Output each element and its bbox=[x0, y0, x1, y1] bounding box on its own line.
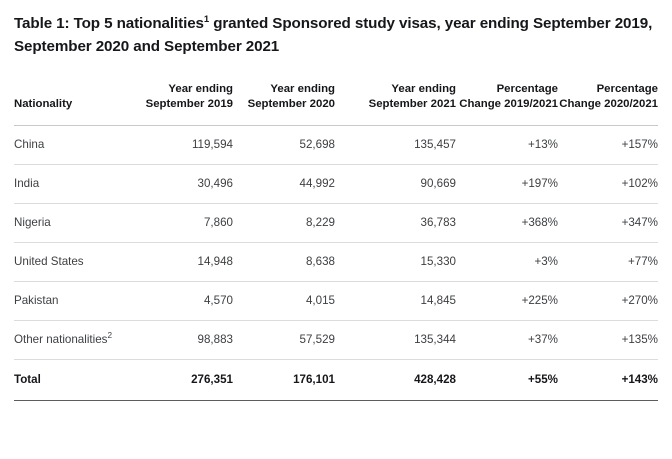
cell-year_ending_2019: 98,883 bbox=[130, 321, 233, 360]
row-label: Nigeria bbox=[14, 216, 51, 229]
page-title-footnote-marker: 1 bbox=[203, 13, 210, 25]
column-header-nationality: Nationality bbox=[14, 82, 130, 126]
cell-pct_change_2019_2021: +368% bbox=[456, 204, 558, 243]
cell-year_ending_2019: 7,860 bbox=[130, 204, 233, 243]
cell-nationality bbox=[14, 360, 130, 401]
row-label: Other nationalities bbox=[14, 333, 108, 346]
cell-nationality bbox=[14, 165, 130, 204]
nationalities-table bbox=[14, 82, 658, 401]
column-header-year-ending-2020: Year ending September 2020 bbox=[233, 82, 335, 126]
table-row bbox=[14, 126, 658, 165]
cell-year_ending_2020: 44,992 bbox=[233, 165, 335, 204]
cell-year_ending_2019: 30,496 bbox=[130, 165, 233, 204]
cell-pct_change_2019_2021: +55% bbox=[456, 360, 558, 401]
cell-year_ending_2020: 8,229 bbox=[233, 204, 335, 243]
cell-year_ending_2021: 135,344 bbox=[335, 321, 456, 360]
cell-year_ending_2020: 57,529 bbox=[233, 321, 335, 360]
cell-year_ending_2019: 14,948 bbox=[130, 243, 233, 282]
table-row bbox=[14, 321, 658, 360]
row-label-footnote-marker: 2 bbox=[107, 331, 113, 341]
cell-pct_change_2020_2021: +270% bbox=[558, 282, 658, 321]
column-header-year-ending-2019: Year ending September 2019 bbox=[130, 82, 233, 126]
page-title-suffix: granted Sponsored study visas, year ending September 2019, September 2020 and September 2021 bbox=[14, 15, 653, 55]
row-label: China bbox=[14, 138, 45, 151]
cell-pct_change_2019_2021: +37% bbox=[456, 321, 558, 360]
table-total-row bbox=[14, 360, 658, 401]
table-header-row bbox=[14, 82, 658, 126]
table-header bbox=[14, 82, 658, 126]
row-label: Total bbox=[14, 373, 41, 386]
cell-year_ending_2021: 36,783 bbox=[335, 204, 456, 243]
cell-pct_change_2020_2021: +102% bbox=[558, 165, 658, 204]
cell-year_ending_2021: 428,428 bbox=[335, 360, 456, 401]
row-label: Pakistan bbox=[14, 294, 59, 307]
cell-nationality bbox=[14, 204, 130, 243]
cell-year_ending_2021: 14,845 bbox=[335, 282, 456, 321]
cell-nationality bbox=[14, 126, 130, 165]
table-body bbox=[14, 126, 658, 401]
cell-year_ending_2021: 90,669 bbox=[335, 165, 456, 204]
cell-pct_change_2020_2021: +77% bbox=[558, 243, 658, 282]
column-header-year-ending-2021: Year ending September 2021 bbox=[335, 82, 456, 126]
cell-pct_change_2019_2021: +3% bbox=[456, 243, 558, 282]
row-label: United States bbox=[14, 255, 84, 268]
row-label: India bbox=[14, 177, 40, 190]
table-row bbox=[14, 282, 658, 321]
column-header-pct-change-2020-2021: Percentage Change 2020/2021 bbox=[558, 82, 658, 126]
cell-year_ending_2020: 8,638 bbox=[233, 243, 335, 282]
cell-pct_change_2020_2021: +347% bbox=[558, 204, 658, 243]
cell-nationality bbox=[14, 321, 130, 360]
cell-year_ending_2019: 276,351 bbox=[130, 360, 233, 401]
cell-pct_change_2020_2021: +143% bbox=[558, 360, 658, 401]
cell-year_ending_2020: 52,698 bbox=[233, 126, 335, 165]
cell-nationality bbox=[14, 243, 130, 282]
table-row bbox=[14, 204, 658, 243]
table-row bbox=[14, 243, 658, 282]
column-header-pct-change-2019-2021: Percentage Change 2019/2021 bbox=[456, 82, 558, 126]
cell-year_ending_2019: 4,570 bbox=[130, 282, 233, 321]
cell-pct_change_2019_2021: +225% bbox=[456, 282, 558, 321]
cell-year_ending_2020: 4,015 bbox=[233, 282, 335, 321]
page-title bbox=[14, 0, 658, 58]
cell-year_ending_2021: 15,330 bbox=[335, 243, 456, 282]
cell-pct_change_2020_2021: +135% bbox=[558, 321, 658, 360]
cell-year_ending_2019: 119,594 bbox=[130, 126, 233, 165]
cell-pct_change_2020_2021: +157% bbox=[558, 126, 658, 165]
cell-nationality bbox=[14, 282, 130, 321]
cell-year_ending_2020: 176,101 bbox=[233, 360, 335, 401]
page-title-prefix: Table 1: Top 5 nationalities bbox=[14, 15, 204, 32]
cell-pct_change_2019_2021: +197% bbox=[456, 165, 558, 204]
table-row bbox=[14, 165, 658, 204]
cell-year_ending_2021: 135,457 bbox=[335, 126, 456, 165]
cell-pct_change_2019_2021: +13% bbox=[456, 126, 558, 165]
